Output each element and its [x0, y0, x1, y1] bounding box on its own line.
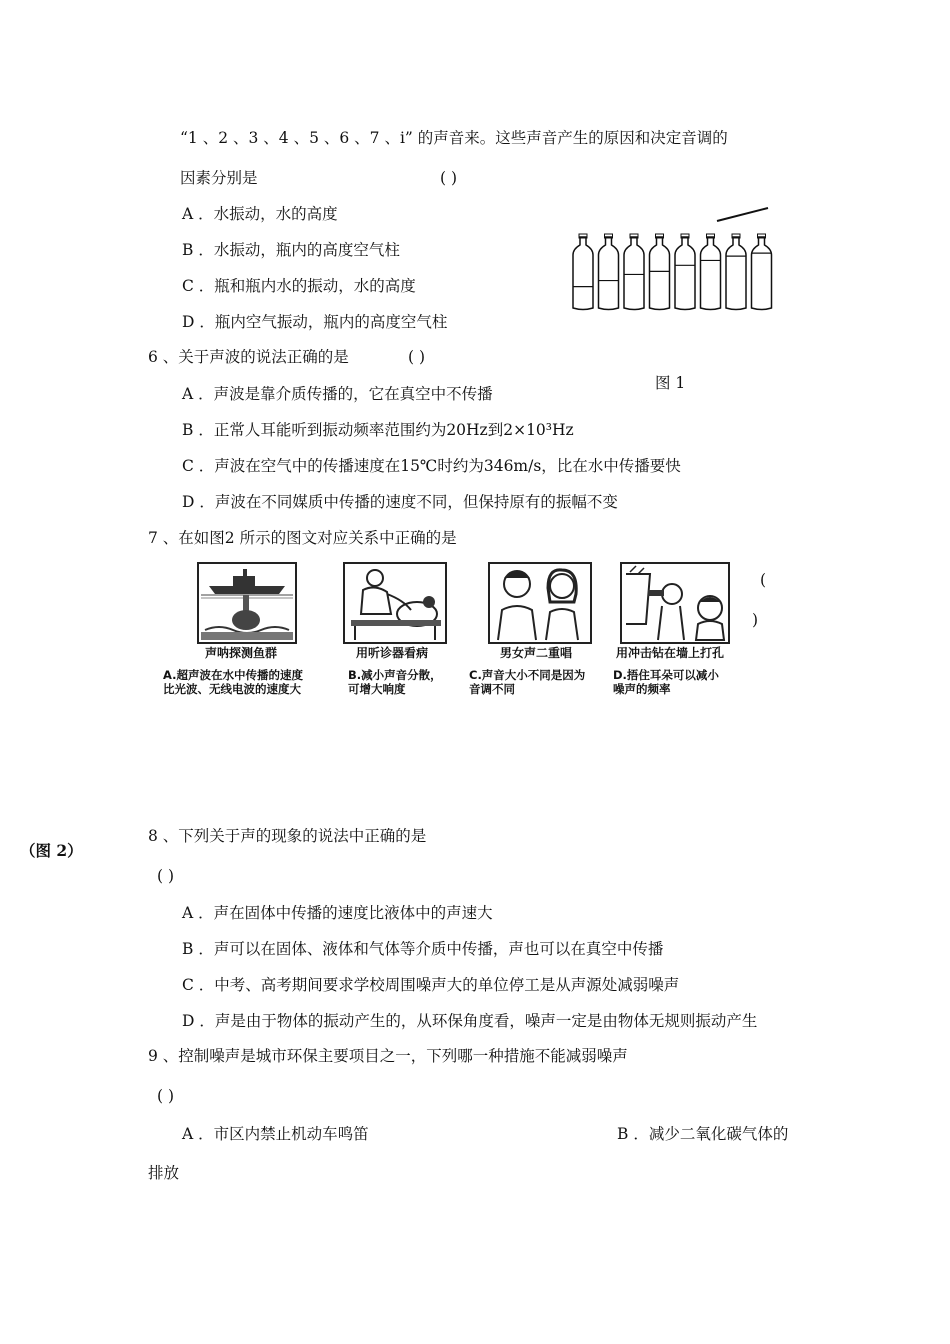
q9-option-b: B ．减少二氧化碳气体的 [617, 1125, 789, 1143]
panel-b-caption-line2: 可增大响度 [348, 682, 406, 696]
bottle [624, 234, 644, 310]
q8-option-b: B ．声可以在固体、液体和气体等介质中传播，声也可以在真空中传播 [182, 940, 664, 958]
figure2-label: （图 2） [20, 841, 83, 860]
q8-option-d: D ．声是由于物体的振动产生的，从环保角度看，噪声一定是由物体无规则振动产生 [182, 1012, 758, 1030]
bottle [675, 234, 695, 310]
panel-a-picture [197, 562, 297, 644]
panel-c-picture [488, 562, 592, 644]
striking-stick [717, 208, 768, 221]
bottle [599, 234, 619, 310]
q8-answer-paren: ( ) [157, 867, 175, 885]
figure1-bottles [565, 205, 775, 315]
panel-d-caption-line2: 噪声的频率 [613, 682, 671, 696]
bottle [573, 234, 593, 310]
q5-stem-line2: 因素分别是 [180, 169, 258, 187]
stethoscope-doctor-icon [345, 564, 445, 642]
q5-stem-line1: “1 、2 、3 、4 、5 、6 、7 、i” 的声音来。这些声音产生的原因和决定音调的 [180, 129, 728, 147]
q6-option-a: A ．声波是靠介质传播的，它在真空中不传播 [182, 385, 493, 403]
panel-d-title: 用冲击钻在墙上打孔 [616, 646, 725, 660]
q7-stem: 7 、在如图2 所示的图文对应关系中正确的是 [148, 529, 457, 547]
panel-c-title: 男女声二重唱 [500, 646, 573, 660]
panel-c-caption-line1: C.声音大小不同是因为 [469, 668, 586, 682]
panel-d-picture [620, 562, 730, 644]
q6-answer-paren: ( ) [408, 348, 426, 366]
panel-b-picture [343, 562, 447, 644]
bottle [726, 234, 746, 310]
q8-option-c: C ．中考、高考期间要求学校周围噪声大的单位停工是从声源处减弱噪声 [182, 976, 680, 994]
q5-option-a: A ．水振动，水的高度 [182, 205, 338, 223]
q9-stem: 9 、控制噪声是城市环保主要项目之一，下列哪一种措施不能减弱噪声 [148, 1047, 628, 1065]
figure1-label: 图 1 [655, 374, 686, 392]
singers-duet-icon [490, 564, 590, 642]
panel-a-caption-line2: 比光波、无线电波的速度大 [163, 682, 301, 696]
q5-option-c: C ．瓶和瓶内水的振动，水的高度 [182, 277, 416, 295]
q9-option-b-continued: 排放 [148, 1164, 180, 1182]
panel-a-caption-line1: A.超声波在水中传播的速度 [163, 668, 303, 682]
panel-c-caption-line2: 音调不同 [469, 682, 515, 696]
bottle [701, 234, 721, 310]
panel-b-title: 用听诊器看病 [356, 646, 429, 660]
q9-answer-paren: ( ) [157, 1087, 175, 1105]
bottle [752, 234, 772, 310]
q5-option-d: D ．瓶内空气振动，瓶内的高度空气柱 [182, 313, 448, 331]
q8-option-a: A ．声在固体中传播的速度比液体中的声速大 [182, 904, 493, 922]
q7-paren-close: ) [752, 611, 759, 629]
panel-d-caption-line1: D.捂住耳朵可以减小 [613, 668, 719, 682]
q6-option-b: B ．正常人耳能听到振动频率范围约为20Hz到2×10³Hz [182, 421, 574, 439]
bottle [650, 234, 670, 310]
q5-answer-paren: ( ) [440, 169, 458, 187]
q6-option-c: C ．声波在空气中的传播速度在15℃时约为346m/s，比在水中传播要快 [182, 457, 681, 475]
panel-a-title: 声呐探测鱼群 [205, 646, 278, 660]
panel-b-caption-line1: B.减小声音分散， [348, 668, 442, 682]
q6-stem: 6 、关于声波的说法正确的是 [148, 348, 349, 366]
q5-option-b: B ．水振动，瓶内的高度空气柱 [182, 241, 400, 259]
q8-stem: 8 、下列关于声的现象的说法中正确的是 [148, 827, 427, 845]
impact-drill-icon [622, 564, 728, 642]
q9-option-a: A ．市区内禁止机动车鸣笛 [182, 1125, 369, 1143]
q7-paren-open: ( [760, 571, 767, 589]
ship-sonar-icon [199, 564, 295, 642]
q6-option-d: D ．声波在不同媒质中传播的速度不同，但保持原有的振幅不变 [182, 493, 618, 511]
